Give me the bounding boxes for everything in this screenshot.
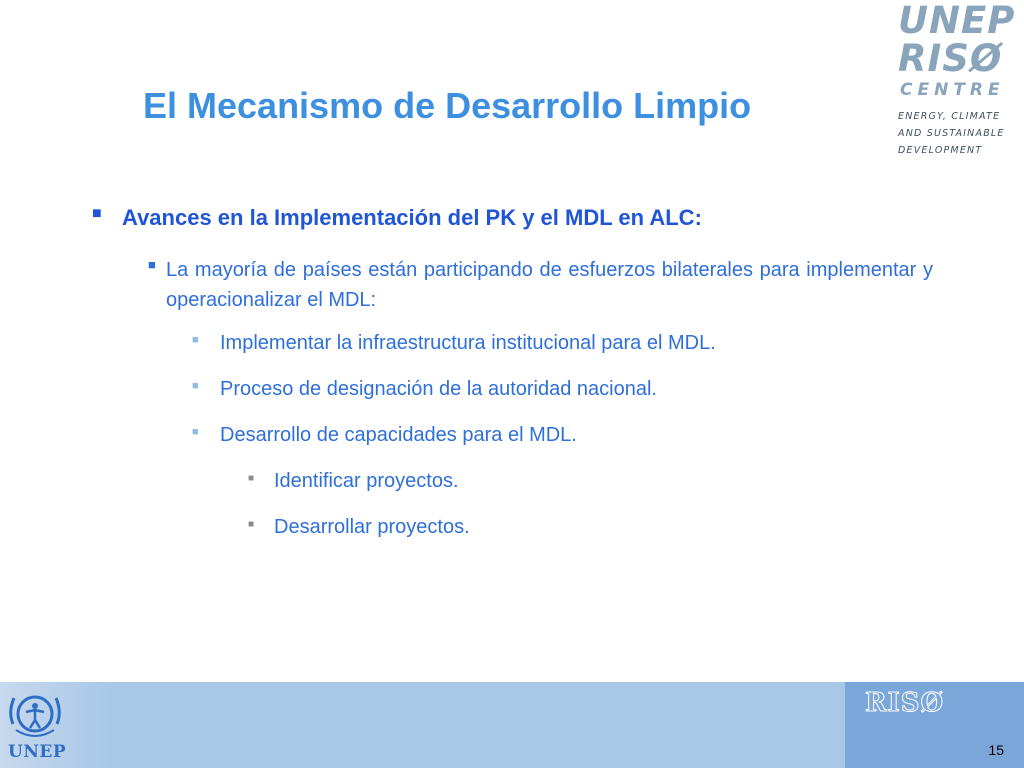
- bullet-level2: [148, 255, 933, 315]
- unep-emblem-icon: [4, 686, 66, 744]
- bullet-level3-text: Proceso de designación de la autoridad nacional.: [220, 378, 657, 400]
- bullet-level1-text: Avances en la Implementación del PK y el MDL en ALC:: [122, 205, 702, 230]
- logo-tagline-line: ENERGY, CLIMATE: [898, 111, 1001, 122]
- logo-tagline-line: DEVELOPMENT: [898, 145, 983, 156]
- bullet-level3-text: Desarrollo de capacidades para el MDL.: [220, 424, 577, 446]
- square-bullet-icon: ■: [248, 473, 255, 484]
- bullet-level3-text: Implementar la infraestructura institucional para el MDL.: [220, 332, 716, 354]
- logo-riso-text: RISØ: [898, 37, 1003, 80]
- bullet-level4-text: Identificar proyectos.: [274, 470, 459, 492]
- footer-bar: [0, 682, 1024, 768]
- square-bullet-icon: ■: [192, 380, 199, 392]
- bullet-level4-text: Desarrollar proyectos.: [274, 516, 470, 538]
- logo-tagline-line: AND SUSTAINABLE: [898, 128, 1005, 139]
- square-bullet-icon: ■: [92, 205, 102, 222]
- logo-centre-text: CENTRE: [900, 80, 1005, 100]
- unep-label: UNEP: [8, 742, 67, 762]
- logo-unep-text: UNEP: [898, 0, 1016, 42]
- unep-riso-logo: [892, 0, 1020, 156]
- page-number: 15: [988, 742, 1004, 758]
- footer-right-panel: [845, 682, 1024, 768]
- bullet-level2-text: La mayoría de países están participando de esfuerzos bilaterales para implementar y operacionalizar el MDL:: [166, 259, 933, 311]
- logo-tagline: [898, 108, 1020, 159]
- square-bullet-icon: ■: [192, 426, 199, 438]
- slide-title: El Mecanismo de Desarrollo Limpio: [143, 85, 752, 126]
- square-bullet-icon: ■: [248, 519, 255, 530]
- riso-logo-text: RISØ: [865, 688, 945, 718]
- square-bullet-icon: ■: [148, 257, 156, 272]
- square-bullet-icon: ■: [192, 334, 199, 346]
